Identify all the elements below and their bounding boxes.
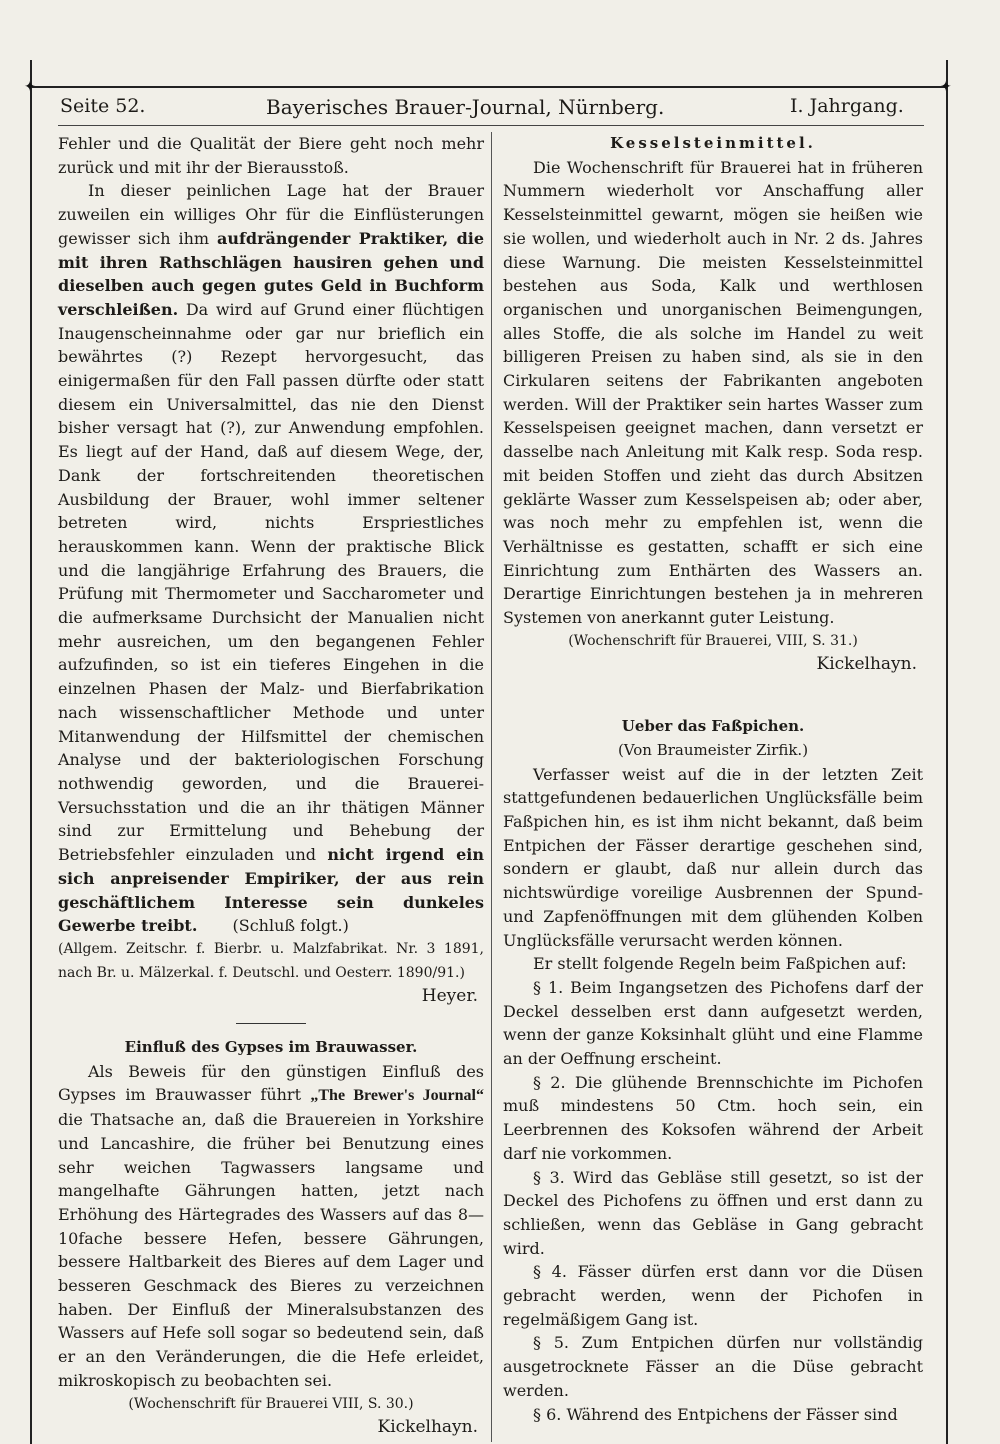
continuation-note: (Schluß folgt.) [232, 916, 349, 936]
emphasis-text: aufdrängender Praktiker, die mit ihren Rathschlägen hausiren gehen und dieselben auch gegen gutes Geld in Buchform verschleißen. [58, 228, 485, 319]
source-citation: (Wochenschrift für Brauerei VIII, S. 30.) [128, 1395, 414, 1412]
rule-paragraph: § 6. Während des Entpichens der Fässer sind [533, 1404, 898, 1424]
section-spacer [503, 677, 923, 715]
rule-paragraph: § 2. Die glühende Brennschichte im Pichofen muß mindestens 50 Ctm. hoch sein, ein Leerbrennen des Koksofen während der Arbeit darf nie vorkommen. [503, 1072, 923, 1163]
article-title: Ueber das Faßpichen. [621, 717, 805, 736]
article-paragraph [58, 1060, 484, 1393]
page-number: Seite 52. [60, 95, 146, 117]
article-paragraph: Er stellt folgende Regeln beim Faßpichen auf: [533, 954, 907, 974]
text-run: Da wird auf Grund einer flüchtigen Inaugenscheinnahme oder gar nur brieflich ein bewährtes (?) Rezept hervorgesucht, das einigermaßen für den Fall passen dürfte oder statt diesem ein Universalmittel, das nie den Dienst bisher versagt hat (?), zur Anwendung empfohlen. Es liegt auf der Hand, daß auf diesem Wege, der, Dank der fortschreitenden theoretischen Ausbildung der Brauer, wohl immer seltener betreten wird, nichts Erspriestliches herauskommen kann. Wenn der praktische Blick und die langjährige Erfahrung des Brauers, die Prüfung mit Thermometer und Saccharometer und die aufmerksame Durchsicht der Manualien nicht mehr ausreichen, um den begangenen Fehler aufzufinden, so ist ein tieferes Eingehen in die einzelnen Phasen der Malz- und Bierfabrikation nach wissenschaftlicher Methode und unter Mitanwendung der Hilfsmittel der chemischen Analyse und der bakteriologischen Forschung nothwendig geworden, und die Brauerei-Versuchsstation und die an ihr thätigen Männer sind zur Ermittelung und Behebung der Betriebsfehler einzuladen und [58, 299, 484, 865]
article-paragraph: Verfasser weist auf die in der letzten Zeit stattgefundenen bedauerlichen Unglücksfälle beim Faßpichen hin, es ist ihm nicht bekannt, daß beim Entpichen der Fässer derartige geschehen sind, sondern er glaubt, daß nur allein durch das nichtswürdige voreilige Ausbrennen der Spund- und Zapfenöffnungen mit dem glühenden Kolben Unglücksfälle verursacht werden können. [503, 764, 923, 950]
article-paragraph [58, 179, 484, 938]
right-border-rule [946, 60, 948, 1444]
article-title: Einfluß des Gypses im Brauwasser. [124, 1038, 418, 1057]
text-run: Als Beweis für den günstigen Einfluß des Gypses im Brauwasser führt [58, 1061, 484, 1105]
page-header [60, 95, 910, 119]
quoted-source: „The Brewer's Journal“ [310, 1087, 484, 1105]
source-citation: (Wochenschrift für Brauerei, VIII, S. 31.) [568, 632, 858, 649]
corner-ornament-icon: ✦ [24, 79, 36, 95]
author-signature: Kickelhayn. [377, 1417, 478, 1438]
rule-paragraph: § 1. Beim Ingangsetzen des Pichofens darf der Deckel desselben erst dann aufgesetzt werden, wenn der ganze Koksinhalt glüht und eine Flamme an der Oeffnung erscheint. [503, 977, 923, 1069]
rule-paragraph: § 4. Fässer dürfen erst dann vor die Düsen gebracht werden, wenn der Pichofen in regelmäßigem Gang ist. [503, 1262, 923, 1329]
source-citation: (Allgem. Zeitschr. f. Bierbr. u. Malzfabrikat. Nr. 3 1891, nach Br. u. Mälzerkal. f. Deutschl. und Oesterr. 1890/91.) [58, 940, 484, 981]
text-run: In dieser peinlichen Lage hat der Brauer zuweilen ein williges Ohr für die Einflüsterungen gewisser sich ihm [58, 181, 484, 248]
rule-paragraph: § 3. Wird das Gebläse still gesetzt, so ist der Deckel des Pichofens zu öffnen und erst dann zu schließen, wenn das Gebläse in Gang gebracht wird. [503, 1167, 923, 1258]
section-separator [236, 1023, 306, 1024]
emphasis-text: nicht irgend ein sich anpreisender Empiriker, der aus rein geschäftlichem Interesse sein dunkeles Gewerbe treibt. [58, 845, 485, 936]
column-divider-rule [491, 132, 492, 1442]
corner-ornament-icon: ✦ [940, 79, 952, 95]
article-paragraph: Fehler und die Qualität der Biere geht noch mehr zurück und mit ihr der Bierausstoß. [58, 134, 484, 177]
rule-paragraph: § 5. Zum Entpichen dürfen nur vollständig ausgetrocknete Fässer an die Düse gebracht werden. [503, 1333, 923, 1400]
journal-title: Bayerisches Brauer-Journal, Nürnberg. [266, 95, 665, 119]
left-column [58, 132, 484, 1440]
article-paragraph: Die Wochenschrift für Brauerei hat in früheren Nummern wiederholt vor Anschaffung aller Kesselsteinmittel gewarnt, mögen sie heißen wie sie wollen, und wiederholt auch in Nr. 2 ds. Jahres diese Warnung. Die meisten Kesselsteinmittel bestehen aus Soda, Kalk und werthlosen organischen und unorganischen Beimengungen, alles Stoffe, die als solche im Handel zu weit billigeren Preisen zu haben sind, als sie in den Cirkularen seitens der Fabrikanten angeboten werden. Will der Praktiker sein hartes Wasser zum Kesselspeisen geeignet machen, dann versetzt er dasselbe nach Anleitung mit Kalk resp. Soda resp. mit beiden Stoffen und zieht das durch Absitzen geklärte Wasser zum Kesselspeisen ab; oder aber, was noch mehr zu empfehlen ist, wenn die Verhältnisse es gestatten, schafft er sich eine Einrichtung zum Enthärten des Wassers an. Derartige Einrichtungen bestehen ja in mehreren Systemen von anerkannt guter Leistung. [503, 157, 923, 628]
author-signature: Kickelhayn. [816, 654, 917, 675]
right-column [503, 132, 923, 1426]
top-border-rule [30, 86, 948, 88]
article-subtitle: (Von Braumeister Zirfik.) [617, 740, 809, 759]
author-signature: Heyer. [421, 986, 478, 1007]
article-title: Kesselsteinmittel. [610, 134, 816, 152]
left-border-rule [30, 60, 32, 1444]
header-underline [58, 125, 924, 126]
volume-label: I. Jahrgang. [790, 95, 904, 117]
text-run: die Thatsache an, daß die Brauereien in Yorkshire und Lancashire, die früher bei Benutzung eines sehr weichen Tagwassers langsame und mangelhafte Gährungen hatten, jetzt nach Erhöhung des Härtegrades des Wassers auf das 8—10fache bessere Hefen, bessere Gährungen, bessere Haltbarkeit des Bieres auf dem Lager und besseren Geschmack des Bieres zu verzeichnen haben. Der Einfluß der Mineralsubstanzen des Wassers auf Hefe soll sogar so bedeutend sein, daß er an den Veränderungen, die die Hefe erleidet, mikroskopisch zu beobachten sei. [58, 1110, 484, 1390]
